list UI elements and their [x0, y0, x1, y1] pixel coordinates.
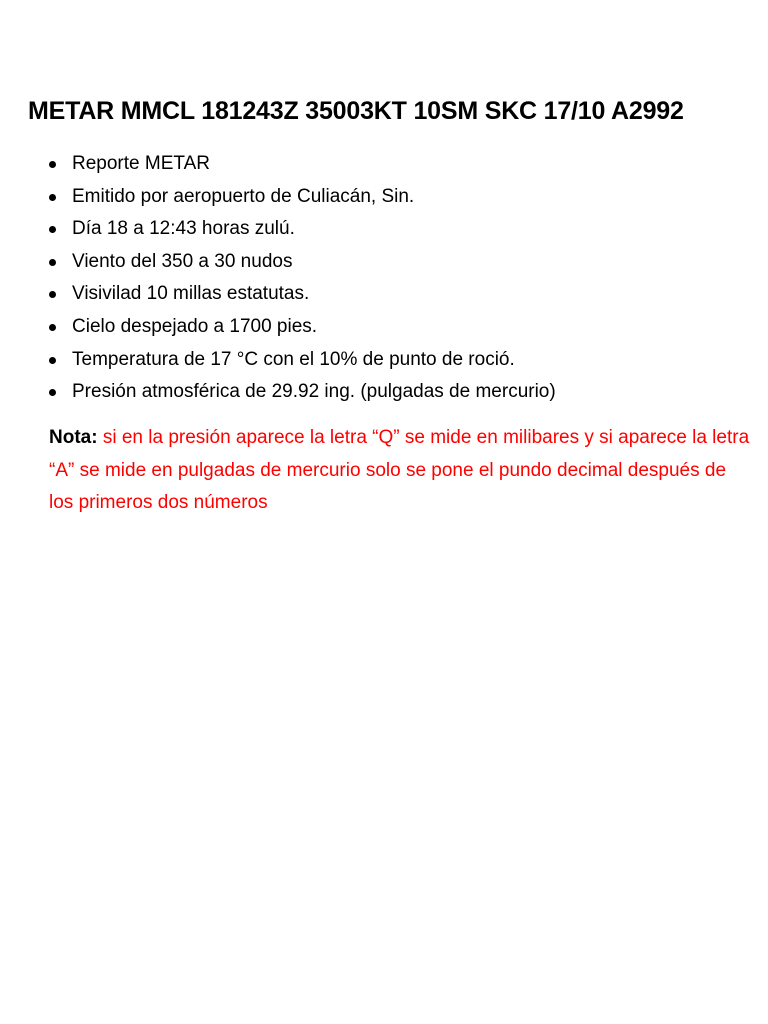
note-label: Nota: [49, 427, 98, 448]
bullet-icon [49, 357, 56, 364]
bullet-icon [49, 291, 56, 298]
list-item-text: Presión atmosférica de 29.92 ing. (pulgadas de mercurio) [72, 381, 556, 403]
list-item [49, 311, 749, 344]
list-item-text: Reporte METAR [72, 153, 210, 174]
bullet-icon [49, 194, 56, 201]
list-item-text: Viento del 350 a 30 nudos [72, 250, 293, 272]
list-item [49, 246, 749, 279]
note-text: si en la presión aparece la letra “Q” se mide en milibares y si aparece la letra “A” se mide en pulgadas de mercurio solo se pone el pundo decimal después de los primeros dos números [49, 427, 750, 514]
bullet-icon [49, 389, 56, 396]
bullet-list [49, 148, 749, 409]
bullet-icon [49, 324, 56, 331]
list-item [49, 213, 749, 246]
list-item [49, 278, 749, 311]
list-item-text: Cielo despejado a 1700 pies. [72, 315, 318, 337]
list-item-text: Día 18 a 12:43 horas zulú. [72, 218, 295, 240]
list-item-text: Emitido por aeropuerto de Culiacán, Sin. [72, 185, 415, 207]
bullet-icon [49, 259, 56, 266]
list-item [49, 376, 749, 409]
list-item [49, 181, 749, 214]
list-item [49, 148, 749, 181]
bullet-icon [49, 226, 56, 233]
list-item [49, 344, 749, 377]
list-item-text: Temperatura de 17 °C con el 10% de punto de roció. [72, 348, 515, 370]
note-paragraph [49, 422, 754, 520]
bullet-icon [49, 161, 56, 168]
list-item-text: Visivilad 10 millas estatutas. [72, 283, 310, 305]
page-title: METAR MMCL 181243Z 35003KT 10SM SKC 17/10 A2992 [28, 97, 684, 125]
